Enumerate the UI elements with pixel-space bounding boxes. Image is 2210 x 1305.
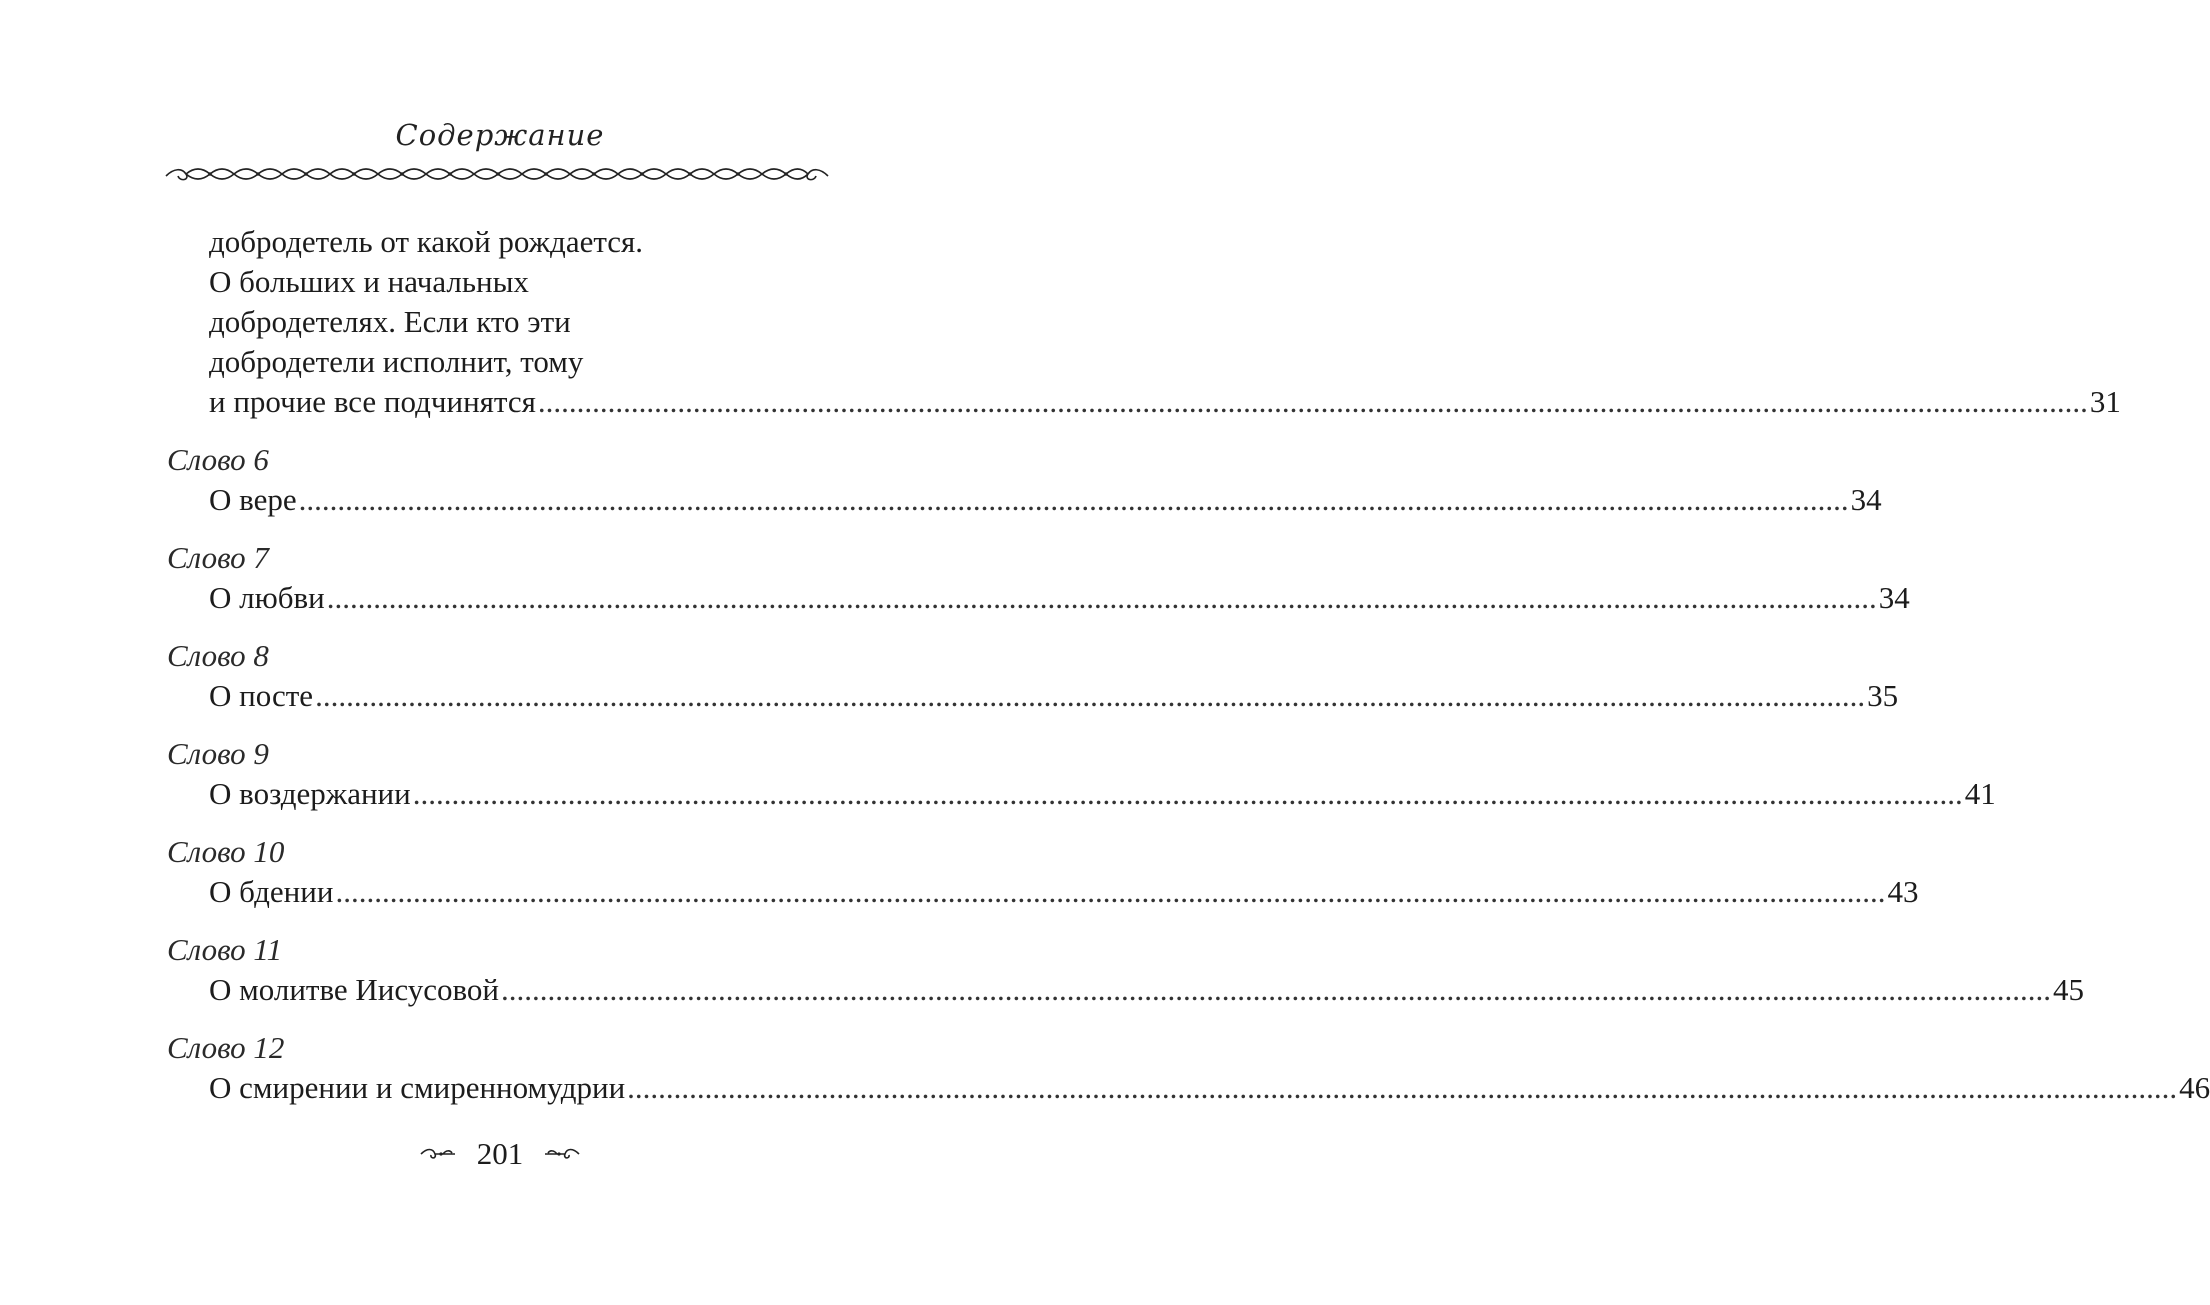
toc-entry	[0, 538, 1910, 618]
entry-label: Слово 12	[167, 1030, 285, 1065]
page-reference: 34	[1850, 482, 1882, 517]
dot-leader: ........................................................................................................................................................................................................	[326, 580, 1877, 615]
page-reference: 46	[2179, 1070, 2210, 1105]
continued-line: добродетелях. Если кто эти	[209, 304, 571, 339]
page-number: 201	[476, 1136, 524, 1171]
entry-title: О бдении	[209, 874, 334, 909]
entry-title: О смирении и смиренномудрии	[209, 1070, 626, 1105]
entry-title: О любви	[209, 580, 325, 615]
dot-leader: ........................................................................................................................................................................................................	[537, 384, 2088, 419]
continued-entry	[209, 222, 2121, 422]
entry-title: О воздержании	[209, 776, 411, 811]
dot-leader: ........................................................................................................................................................................................................	[501, 972, 2052, 1007]
page-reference: 35	[1867, 678, 1899, 713]
entry-label: Слово 11	[167, 932, 283, 967]
entry-label: Слово 10	[167, 834, 285, 869]
decorative-ornament-divider	[164, 160, 830, 188]
dot-leader: ........................................................................................................................................................................................................	[315, 678, 1866, 713]
entry-title: О посте	[209, 678, 314, 713]
toc-row	[209, 676, 1899, 716]
toc-entry	[0, 636, 1899, 716]
entry-label: Слово 9	[167, 736, 269, 771]
dot-leader: ........................................................................................................................................................................................................	[412, 776, 1963, 811]
page-reference: 43	[1887, 874, 1919, 909]
page-reference: 45	[2053, 972, 2085, 1007]
toc-row	[209, 480, 1882, 520]
continued-line: добродетель от какой рождается.	[209, 224, 644, 259]
dot-leader: ........................................................................................................................................................................................................	[298, 482, 1849, 517]
toc-row	[209, 774, 1996, 814]
toc-row	[209, 872, 1919, 912]
toc-entry	[0, 440, 1882, 520]
toc-entry	[0, 930, 2085, 1010]
page-reference: 34	[1878, 580, 1910, 615]
right-flourish-icon	[543, 1146, 581, 1162]
entry-label: Слово 6	[167, 442, 269, 477]
toc-row	[209, 382, 2121, 422]
page-reference: 41	[1964, 776, 1996, 811]
toc-row	[209, 970, 2085, 1010]
dot-leader: ........................................................................................................................................................................................................	[627, 1070, 2178, 1105]
left-flourish-icon	[419, 1146, 457, 1162]
toc-entry	[0, 832, 1919, 912]
entry-title: О вере	[209, 482, 297, 517]
toc-row	[209, 1068, 2210, 1108]
toc-entry	[0, 734, 1996, 814]
continued-line: О больших и начальных	[209, 264, 529, 299]
entry-title: и прочие все подчинятся	[209, 384, 536, 419]
continued-line: добродетели исполнит, тому	[209, 344, 584, 379]
page-reference: 31	[2089, 384, 2121, 419]
toc-row	[209, 578, 1910, 618]
toc-entry	[0, 1028, 2210, 1108]
table-of-contents	[0, 222, 2210, 1108]
entry-label: Слово 8	[167, 638, 269, 673]
page-footer	[0, 1136, 1000, 1172]
dot-leader: ........................................................................................................................................................................................................	[335, 874, 1886, 909]
entry-title: О молитве Иисусовой	[209, 972, 500, 1007]
entry-label: Слово 7	[167, 540, 269, 575]
running-header-title: Содержание	[395, 118, 605, 152]
